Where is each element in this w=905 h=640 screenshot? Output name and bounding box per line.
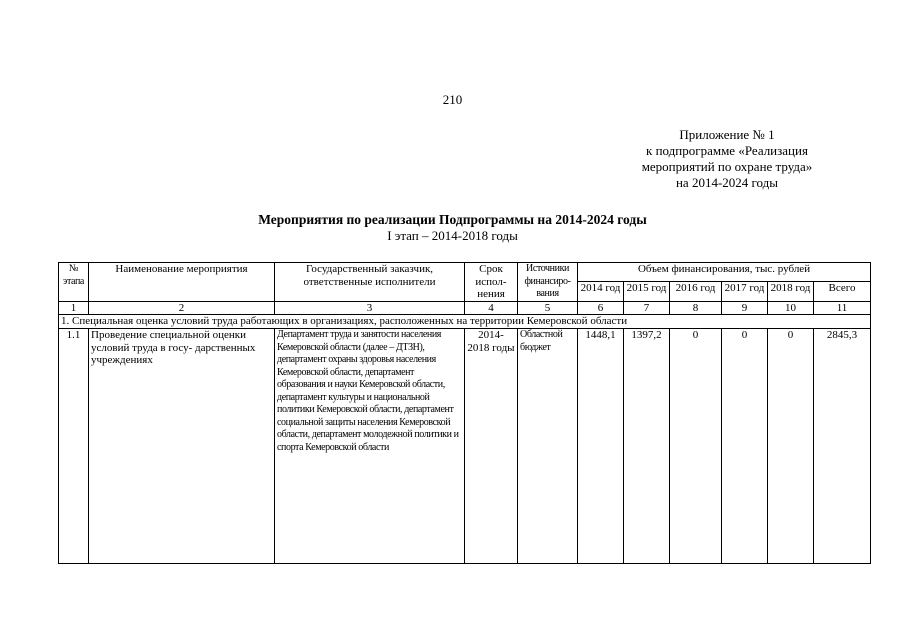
column-number: 1: [59, 301, 89, 315]
column-number-row: [59, 301, 871, 315]
row-value-2015: 1397,2: [624, 329, 670, 564]
column-number: 9: [722, 301, 768, 315]
header-year-2018: 2018 год: [768, 282, 814, 301]
appendix-line: мероприятий по охране труда»: [641, 159, 813, 174]
document-title: Мероприятия по реализации Подпрограммы на 2014-2024 годы: [258, 212, 647, 227]
column-number: 6: [578, 301, 624, 315]
row-value-2014: 1448,1: [578, 329, 624, 564]
section-row: [59, 315, 871, 329]
header-total: Всего: [814, 282, 871, 301]
column-number: 8: [670, 301, 722, 315]
row-value-2018: 0: [768, 329, 814, 564]
column-number: 5: [518, 301, 578, 315]
row-customer: Департамент труда и занятости населения Кемеровской области (далее – ДТЗН), департамент охраны здоровья населения Кемеровской области, департамент образования и науки Кемеровской области, департамент культуры и национальной политики Кемеровской области, департамент социальной защиты населения Кемеровской области, департамент молодежной политики и спорта Кемеровской области: [275, 329, 465, 564]
row-value-2016: 0: [670, 329, 722, 564]
header-name: Наименование мероприятия: [89, 263, 275, 302]
appendix-line: Приложение № 1: [679, 127, 775, 142]
appendix-line: к подпрограмме «Реализация: [646, 143, 808, 158]
page-number: 210: [442, 92, 463, 107]
section-title: 1. Специальная оценка условий труда работающих в организациях, расположенных на территории Кемеровской области: [59, 315, 871, 329]
appendix-caption: [612, 127, 842, 191]
column-number: 4: [465, 301, 518, 315]
row-value-2017: 0: [722, 329, 768, 564]
header-sources: Источники финансиро- вания: [518, 263, 578, 302]
header-year-2014: 2014 год: [578, 282, 624, 301]
row-num: 1.1: [59, 329, 89, 564]
column-number: 2: [89, 301, 275, 315]
column-number: 3: [275, 301, 465, 315]
table-row: [59, 329, 871, 564]
header-num: № этапа: [59, 263, 89, 302]
row-term: 2014- 2018 годы: [465, 329, 518, 564]
header-funding-group: Объем финансирования, тыс. рублей: [578, 263, 871, 282]
row-total: 2845,3: [814, 329, 871, 564]
measures-table: [58, 262, 871, 564]
row-name: Проведение специальной оценки условий труда в госу- дарственных учреждениях: [89, 329, 275, 564]
column-number: 7: [624, 301, 670, 315]
column-number: 10: [768, 301, 814, 315]
header-term: Срок испол- нения: [465, 263, 518, 302]
header-year-2016: 2016 год: [670, 282, 722, 301]
header-year-2017: 2017 год: [722, 282, 768, 301]
appendix-line: на 2014-2024 годы: [675, 175, 779, 190]
header-customer: Государственный заказчик, ответственные исполнители: [275, 263, 465, 302]
document-titles: [0, 212, 905, 243]
header-row: [59, 263, 871, 282]
document-subtitle: I этап – 2014-2018 годы: [387, 228, 518, 243]
row-source: Областной бюджет: [518, 329, 578, 564]
column-number: 11: [814, 301, 871, 315]
header-year-2015: 2015 год: [624, 282, 670, 301]
